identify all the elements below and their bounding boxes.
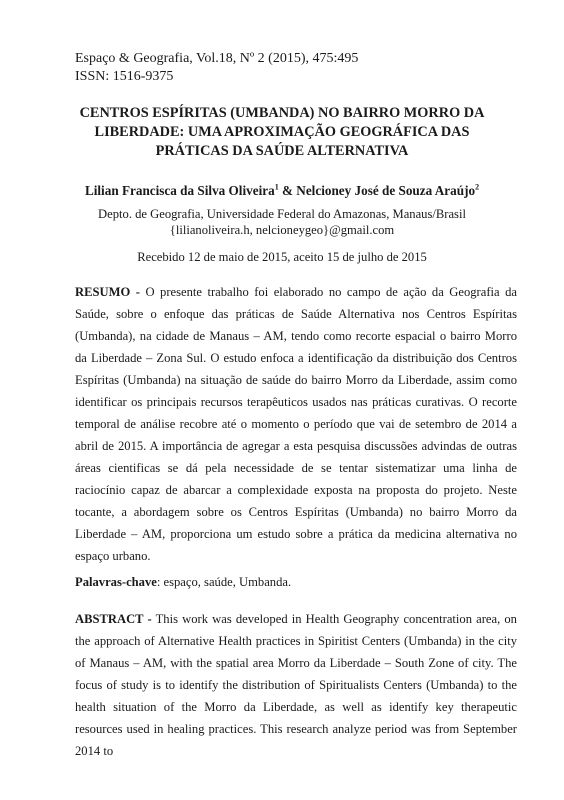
author-line: [60, 182, 504, 199]
journal-issn: ISSN: 1516-9375: [75, 69, 174, 84]
keywords-text: : espaço, saúde, Umbanda.: [156, 575, 292, 589]
author-1: Lilian Francisca da Silva Oliveira: [84, 183, 275, 198]
author-1-sup: 1: [274, 182, 279, 192]
affiliation-emails: {lilianoliveira.h, nelcioneygeo}@gmail.com: [169, 223, 395, 237]
author-2: Nelcioney José de Souza Araújo: [296, 183, 476, 198]
affiliation-dept: Depto. de Geografia, Universidade Federal do Amazonas, Manaus/Brasil: [98, 207, 466, 221]
resumo-paragraph: [75, 281, 517, 567]
abstract-label: ABSTRACT -: [75, 612, 152, 626]
affiliation: [60, 206, 504, 238]
abstract-paragraph: [75, 608, 517, 762]
keywords-label: Palavras-chave: [75, 575, 157, 589]
paper-title: CENTROS ESPÍRITAS (UMBANDA) NO BAIRRO MORRO DA LIBERDADE: UMA APROXIMAÇÃO GEOGRÁFICA DAS PRÁTICAS DA SAÚDE ALTERNATIVA: [79, 105, 485, 159]
journal-header: [75, 50, 358, 86]
keywords-paragraph: [75, 571, 517, 593]
author-separator: &: [278, 183, 297, 198]
resumo-label: RESUMO -: [75, 285, 140, 299]
resumo-text: O presente trabalho foi elaborado no campo de ação da Geografia da Saúde, sobre o enfoque das práticas de Saúde Alternativa nos Centros Espíritas (Umbanda), na cidade de Manaus – AM, tendo como recorte espacial o bairro Morro da Liberdade – Zona Sul. O estudo enfoca a identificação da distribuição dos Centros Espíritas (Umbanda) na situação de saúde do bairro Morro da Liberdade, assim como identificar os principais recursos terapêuticos usados nas práticas curativas. O recorte temporal de análise recobre até o momento o período que vai de setembro de 2014 a abril de 2015. A importância de agregar a esta pesquisa discussões advindas de outras áreas cientificas se dá pela necessidade de se tentar sistematizar uma linha de raciocínio capaz de abarcar a complexidade exposta na proposta do projeto. Neste tocante, a abordagem sobre os Centros Espíritas (Umbanda) no bairro Morro da Liberdade – AM, proporciona um estudo sobre a prática da medicina alternativa no espaço urbano.: [75, 285, 518, 563]
received-dates: Recebido 12 de maio de 2015, aceito 15 de julho de 2015: [137, 250, 427, 264]
journal-citation: Espaço & Geografia, Vol.18, Nº 2 (2015), 475:495: [75, 51, 359, 66]
abstract-text: This work was developed in Health Geography concentration area, on the approach of Alternative Health practices in Spiritist Centers (Umbanda) in the city of Manaus – AM, with the spatial area Morro da Liberdade – South Zone of city. The focus of study is to identify the distribution of Spiritualists Centers (Umbanda) to the health situation of the Morro da Liberdade, as well as identify key therapeutic resources used in healing practices. This research analyze period was from September 2014 to: [75, 612, 517, 758]
author-2-sup: 2: [475, 182, 480, 192]
